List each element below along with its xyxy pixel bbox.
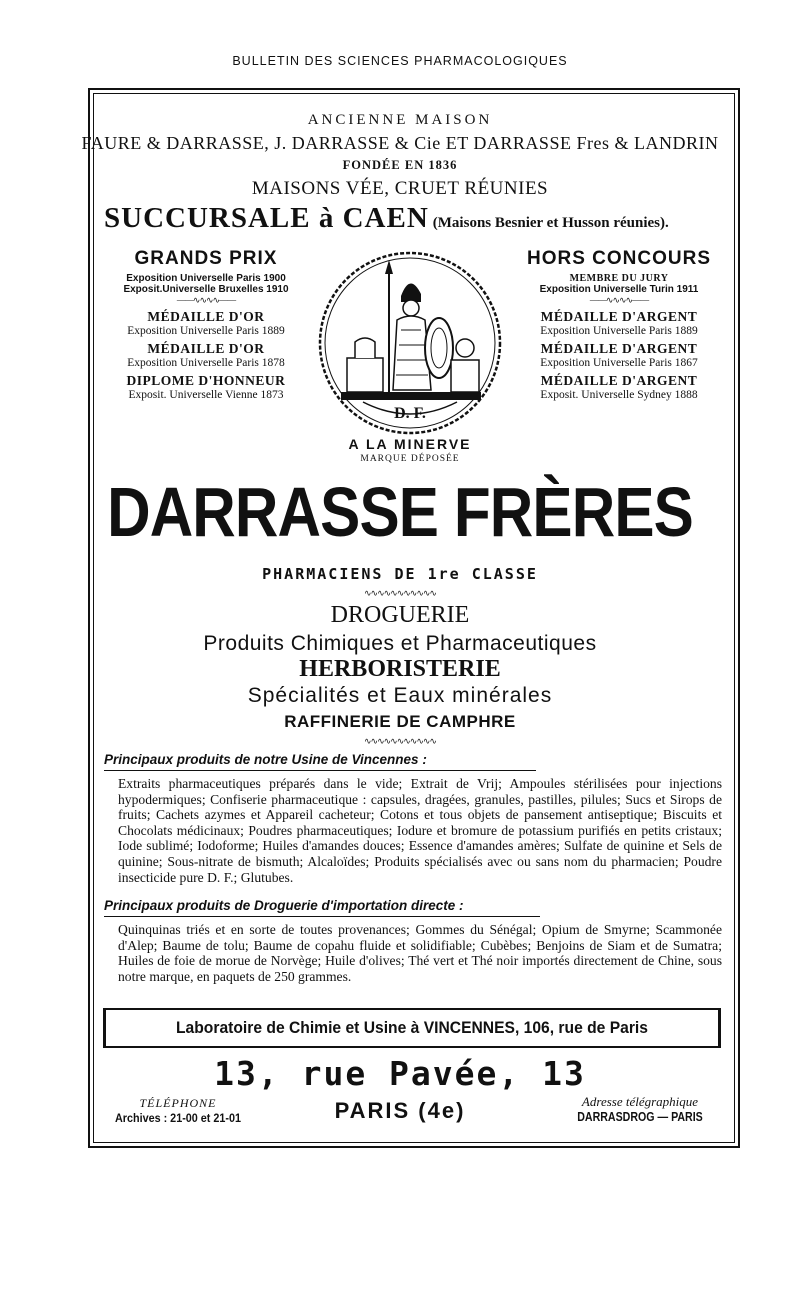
founders-line: FAURE & DARRASSE, J. DARRASSE & Cie ET DARRASSE Fres & LANDRIN bbox=[81, 133, 719, 153]
left-l1: Exposition Universelle Paris 1900 bbox=[126, 273, 286, 284]
telegraph-label: Adresse télégraphique bbox=[581, 1094, 699, 1109]
telegraph-block bbox=[556, 1094, 724, 1124]
right-m2: MÉDAILLE D'ARGENT bbox=[540, 341, 698, 356]
succursale-note: (Maisons Besnier et Husson réunies). bbox=[432, 215, 669, 231]
telephone-number: Archives : 21-00 et 21-01 bbox=[114, 1111, 242, 1125]
right-m3d: Exposit. Universelle Sydney 1888 bbox=[540, 389, 698, 401]
right-m1d: Exposition Universelle Paris 1889 bbox=[540, 325, 698, 337]
service-droguerie: DROGUERIE bbox=[330, 602, 470, 628]
maisons-line: MAISONS VÉE, CRUET RÉUNIES bbox=[251, 178, 549, 199]
left-m3d: Exposit. Universelle Vienne 1873 bbox=[128, 389, 284, 401]
right-l1: MEMBRE DU JURY bbox=[569, 273, 669, 284]
succursale-line bbox=[104, 202, 669, 235]
street-address: 13, rue Pavée, 13 bbox=[214, 1054, 586, 1093]
left-m2: MÉDAILLE D'OR bbox=[147, 341, 265, 356]
right-m2d: Exposition Universelle Paris 1867 bbox=[540, 357, 698, 369]
right-awards bbox=[512, 248, 726, 401]
ancienne-maison: ANCIENNE MAISON bbox=[307, 112, 493, 128]
lab-text: Laboratoire de Chimie et Usine à VINCENNES, 106, rue de Paris bbox=[176, 1018, 648, 1037]
brand-name: DARRASSE FRÈRES bbox=[107, 473, 693, 551]
founded-line: FONDÉE EN 1836 bbox=[342, 158, 458, 172]
left-divider: ——∿∿∿∿—— bbox=[176, 295, 236, 305]
minerva-emblem bbox=[317, 250, 503, 436]
right-m1: MÉDAILLE D'ARGENT bbox=[540, 309, 698, 324]
section2-text: Quinquinas triés et en sorte de toutes provenances; Gommes du Sénégal; Opium de Smyrne; Scammonée d'Alep; Baume de tolu; Baume de copahu fluide et solidifiable; Cubèbes; Benjoins de Siam et de Sumatra; Huiles de foie de morue de Norvège; Huile d'olives; Thé vert et Thé noir importés directement de Chine, sous notre marque, en paquets de 250 grammes. bbox=[118, 922, 722, 984]
left-title: GRANDS PRIX bbox=[134, 248, 278, 269]
section1-underline bbox=[104, 770, 536, 771]
service-specialites: Spécialités et Eaux minérales bbox=[247, 684, 553, 707]
left-m1d: Exposition Universelle Paris 1889 bbox=[127, 325, 285, 337]
page-header: BULLETIN DES SCIENCES PHARMACOLOGIQUES bbox=[232, 54, 568, 68]
brand-divider: ∿∿∿∿∿∿∿∿∿∿∿ bbox=[364, 588, 436, 598]
telephone-label: TÉLÉPHONE bbox=[139, 1096, 217, 1110]
left-m2d: Exposition Universelle Paris 1878 bbox=[127, 357, 285, 369]
services-divider: ∿∿∿∿∿∿∿∿∿∿∿ bbox=[364, 736, 436, 746]
section2-heading: Principaux produits de Droguerie d'importation directe : bbox=[104, 898, 464, 913]
service-raffinerie: RAFFINERIE DE CAMPHRE bbox=[284, 712, 516, 731]
service-herboristerie: HERBORISTERIE bbox=[299, 656, 501, 682]
emblem-caption: A LA MINERVE bbox=[348, 436, 472, 452]
lab-box bbox=[103, 1008, 721, 1048]
right-l2: Exposition Universelle Turin 1911 bbox=[539, 284, 699, 295]
section2-underline bbox=[104, 916, 540, 917]
telephone-block bbox=[100, 1096, 256, 1125]
section1-text: Extraits pharmaceutiques préparés dans le vide; Extrait de Vrij; Ampoules stérilisées pour injections hypodermiques; Confiserie pharmaceutique : capsules, dragées, granules, pastilles, pilules; Sucs et Sirops de fruits; Cachets azymes et Appareil cacheteur; Cotons et tous objets de pansement antiseptique; Biscuits et Chocolats médicinaux; Poudres pharmaceutiques; Iodure et bromure de potassium purifiés en petits cristaux; Iode sublimé; Iodoforme; Huiles d'amandes douces; Essence d'amandes amères; Sulfate de quinine et Sels de quinine; Sous-nitrate de bismuth; Alcaloïdes; Produits spécialisés avec ou sans nom du pharmacien; Poudre insecticide pure D. F.; Glutubes. bbox=[118, 776, 722, 885]
left-m1: MÉDAILLE D'OR bbox=[147, 309, 265, 324]
brand-sub: PHARMACIENS DE 1re CLASSE bbox=[262, 565, 538, 583]
left-m3: DIPLOME D'HONNEUR bbox=[126, 373, 286, 388]
succursale-title: SUCCURSALE à CAEN bbox=[104, 202, 429, 234]
section1-heading: Principaux produits de notre Usine de Vincennes : bbox=[104, 752, 427, 767]
service-produits: Produits Chimiques et Pharmaceutiques bbox=[203, 632, 597, 655]
telegraph-address: DARRASDROG — PARIS bbox=[577, 1110, 703, 1124]
left-awards bbox=[100, 248, 312, 401]
city: PARIS (4e) bbox=[334, 1098, 466, 1123]
left-l2: Exposit.Universelle Bruxelles 1910 bbox=[123, 284, 289, 295]
right-m3: MÉDAILLE D'ARGENT bbox=[540, 373, 698, 388]
emblem-initials: D. F. bbox=[394, 405, 426, 422]
right-title: HORS CONCOURS bbox=[526, 248, 711, 269]
right-divider: ——∿∿∿∿—— bbox=[589, 295, 649, 305]
emblem-mark: MARQUE DÉPOSÉE bbox=[360, 454, 460, 464]
